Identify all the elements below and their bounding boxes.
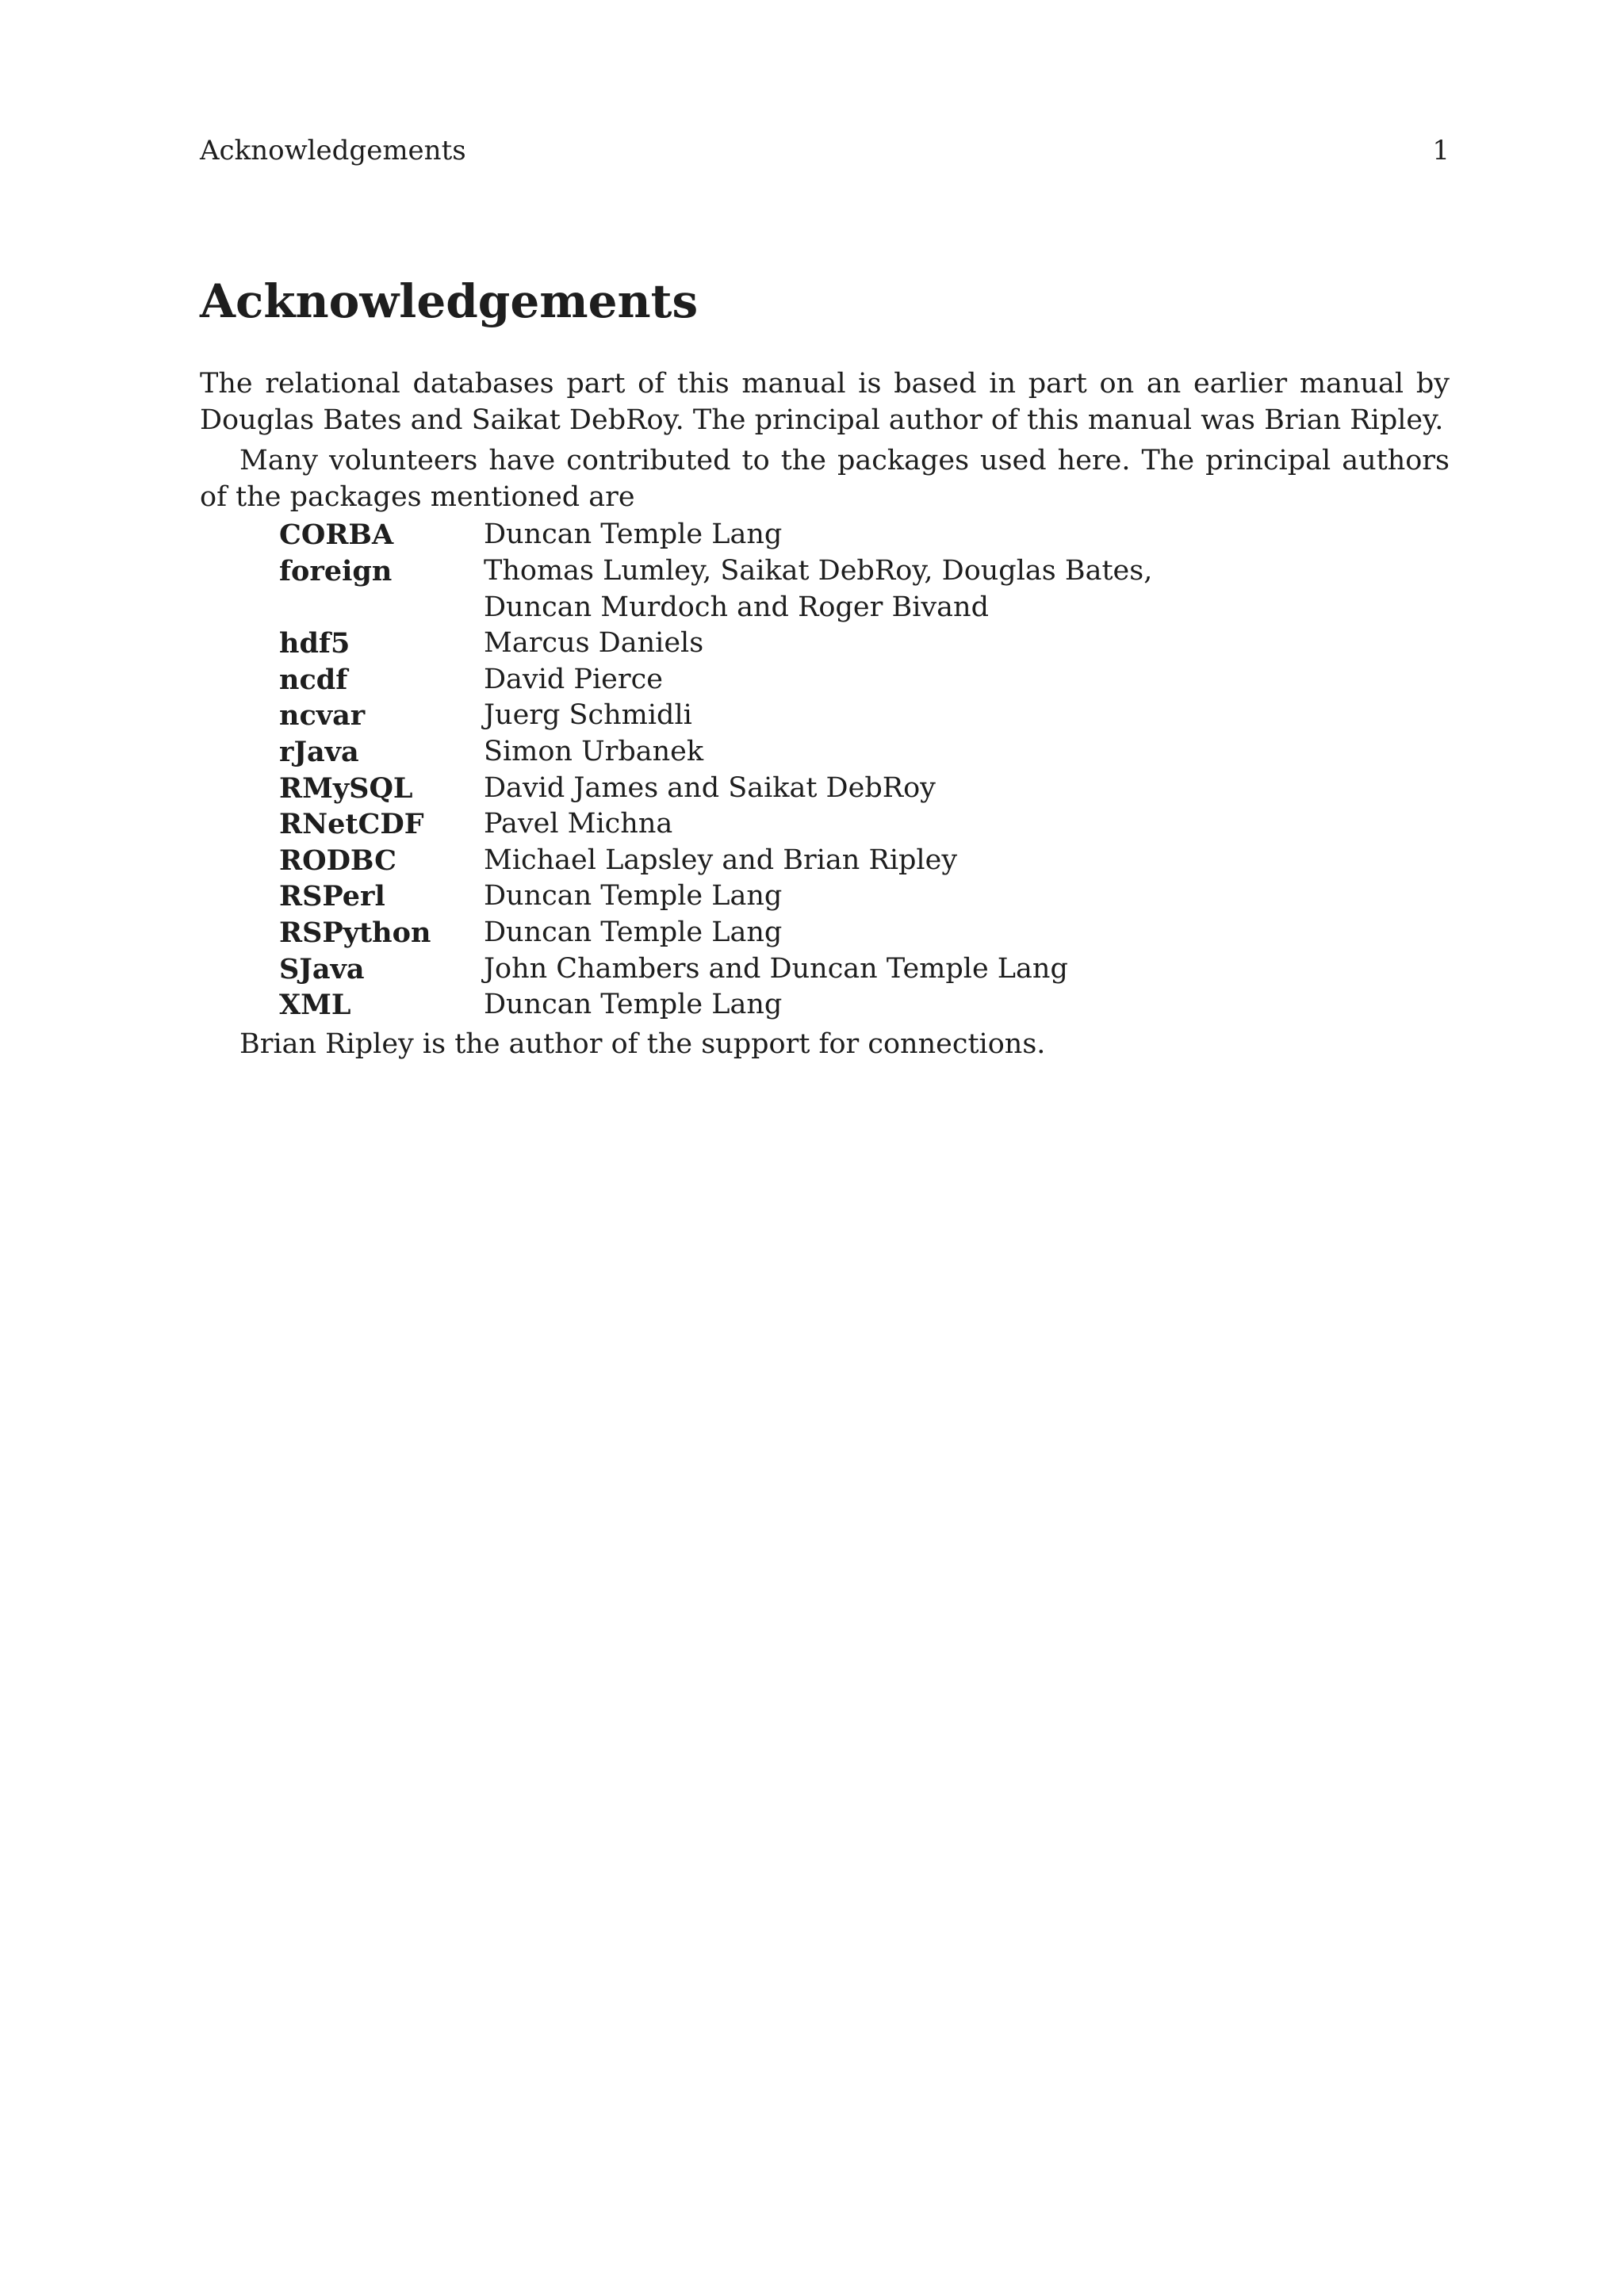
package-name: SJava	[279, 952, 365, 985]
package-name: RSPerl	[279, 880, 385, 913]
package-authors: Michael Lapsley and Brian Ripley	[484, 844, 958, 876]
package-row	[279, 771, 1450, 807]
package-row	[279, 626, 1450, 662]
package-authors: Pavel Michna	[484, 808, 673, 840]
package-authors: Marcus Daniels	[484, 627, 704, 660]
package-name: foreign	[279, 554, 393, 587]
connections-paragraph: Brian Ripley is the author of the support for connections.	[239, 1027, 1046, 1060]
package-author-list	[279, 517, 1450, 1023]
package-row	[279, 662, 1450, 698]
package-name: CORBA	[279, 519, 394, 552]
volunteers-paragraph: Many volunteers have contributed to the packages used here. The principal authors of the packages mentioned are	[200, 445, 1450, 513]
package-authors: Juerg Schmidli	[484, 699, 692, 732]
package-name: ncvar	[279, 699, 366, 733]
document-body	[200, 366, 1450, 1062]
section-title: Acknowledgements	[200, 274, 699, 328]
package-name: RODBC	[279, 844, 397, 877]
package-authors: Duncan Temple Lang	[484, 880, 783, 913]
package-row	[279, 915, 1450, 951]
package-authors: Duncan Temple Lang	[484, 989, 783, 1021]
package-row	[279, 734, 1450, 771]
package-authors: Duncan Temple Lang	[484, 519, 783, 551]
package-row	[279, 878, 1450, 915]
page-header	[200, 133, 1450, 168]
page-number: 1	[1432, 135, 1450, 166]
package-name: hdf5	[279, 627, 350, 660]
package-name: ncdf	[279, 663, 348, 696]
package-name: RNetCDF	[279, 808, 424, 841]
package-row	[279, 806, 1450, 843]
package-authors: John Chambers and Duncan Temple Lang	[484, 952, 1068, 985]
package-name: RMySQL	[279, 771, 413, 805]
package-authors: Thomas Lumley, Saikat DebRoy, Douglas Bates, Duncan Murdoch and Roger Bivand	[484, 554, 1153, 623]
running-title: Acknowledgements	[200, 135, 466, 166]
package-authors: David James and Saikat DebRoy	[484, 771, 936, 804]
package-row	[279, 517, 1450, 553]
package-authors: Duncan Temple Lang	[484, 916, 783, 948]
intro-paragraph: The relational databases part of this manual is based in part on an earlier manual by Douglas Bates and Saikat DebRoy. The principal author of this manual was Brian Ripley.	[200, 368, 1450, 436]
package-name: RSPython	[279, 916, 431, 949]
package-name: rJava	[279, 735, 359, 768]
package-row	[279, 553, 1450, 626]
package-authors: David Pierce	[484, 663, 663, 695]
package-row	[279, 951, 1450, 988]
package-name: XML	[279, 989, 351, 1022]
package-authors: Simon Urbanek	[484, 735, 704, 767]
package-row	[279, 843, 1450, 879]
package-row	[279, 698, 1450, 734]
package-row	[279, 987, 1450, 1024]
